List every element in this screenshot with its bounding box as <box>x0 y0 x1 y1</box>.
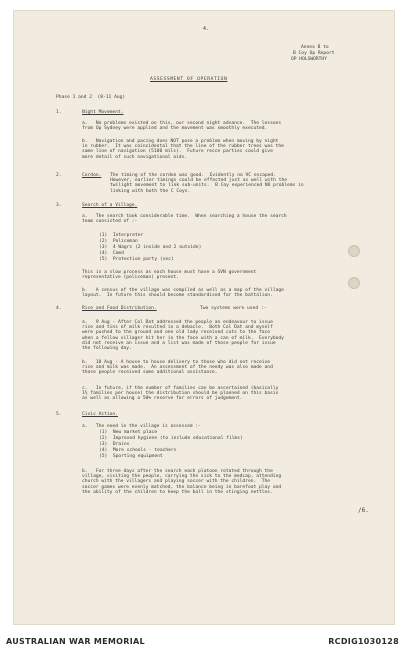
section-number: 4. <box>56 306 62 311</box>
paragraph: Two systems were used :- <box>200 306 267 311</box>
paragraph: a. The need in the village is assessed :- <box>82 424 201 429</box>
footer-record-id: RCDIG1030128 <box>328 637 399 646</box>
section-heading: Civic Action. <box>82 412 118 417</box>
list-item: (5) Sporting equipment <box>99 454 163 459</box>
document-page <box>14 11 394 624</box>
section-heading: Night Movement. <box>82 110 124 115</box>
paragraph: a. 9 Aug - After Col Dat addressed the people an endeavour to issue rice and tins of milk resulted in a debacle. Both Col Dat and myself were pushed to the ground and one old lady received cuts to the face when a fellow villager hit her in the face with a can of milk. Everybody did not receive an issue and a list was made of those people for issue the following day. <box>82 320 284 352</box>
section-heading: Search of a Village. <box>82 203 138 208</box>
page-number: 4. <box>203 26 210 32</box>
section-number: 2. <box>56 173 62 178</box>
list-item: (2) Improved hygiene (to include educational films) <box>99 436 243 441</box>
annex-line: Annex B to <box>301 45 329 50</box>
paragraph: This is a slow process as each house must have a SVN government representative (policeman) present. <box>82 270 257 281</box>
annex-line: B Coy Op Report <box>293 51 335 56</box>
paragraph: b. A census of the village was compiled as well as a map of the village layout. In future this should become standardised for the battalion. <box>82 288 284 299</box>
section-number: 1. <box>56 110 62 115</box>
archive-footer <box>0 628 407 654</box>
paragraph: b. Navigation and pacing does NOT pose a problem when moving by night in rubber. It was coincidental that the line of the rubber trees was the same line of navigation (5100 mils). Future recce parties could give more detail of such navigational aids. <box>82 139 284 160</box>
paragraph: The timing of the cordon was good. Evidently no VC escaped. However, earlier timings could be effected just as well with the twilight movement to link sub-units. B Coy experienced NO problems in linking with both the C Coys. <box>110 173 304 194</box>
paragraph: c. In future, if the number of families can be ascertained (basically 1½ families per house) the distribution should be planned on this basis as well as allowing a 50% reserve for errors of judgement. <box>82 386 279 402</box>
list-item: (5) Protection party (sec) <box>99 257 174 262</box>
phase-line: Phase 1 and 2 (8-11 Aug) <box>56 95 126 100</box>
section-number: 5. <box>56 412 62 417</box>
section-heading: Rice and Food Distribution. <box>82 306 157 311</box>
footer-archive-name: AUSTRALIAN WAR MEMORIAL <box>6 637 145 646</box>
list-item: (4) Comd <box>99 251 124 256</box>
list-item: (3) 4 Wagrs (2 inside and 2 outside) <box>99 245 202 250</box>
list-item: (2) Policeman <box>99 239 138 244</box>
list-item: (3) Drains <box>99 442 130 447</box>
paragraph: a. The search took considerable time. When searching a house the search team consisted of :- <box>82 214 287 225</box>
paragraph: b. For three days after the search each platoon rotated through the village, visiting the people, carrying the sick to the medcap, attending church with the villagers and playing soccer with the children. The soccer games were evenly matched, the balance being in barefoot play and the ability of the children to keep the ball in the stinging nettles. <box>82 469 282 495</box>
section-heading: Cordon. <box>82 173 102 178</box>
section-number: 3. <box>56 203 62 208</box>
punch-hole <box>348 277 360 289</box>
list-item: (4) More schools - teachers <box>99 448 177 453</box>
document-title: ASSESSMENT OF OPERATION <box>150 77 228 82</box>
punch-hole <box>348 245 360 257</box>
list-item: (1) New market place <box>99 430 158 435</box>
annex-line: OP HOLSWORTHY <box>291 57 327 62</box>
paragraph: a. No problems existed on this, our second night advance. The lessons from Op Sydney were applied and the movement was smoothly executed. <box>82 121 282 132</box>
continuation-mark: /6. <box>358 507 369 514</box>
paragraph: b. 10 Aug - A house to house delivery to those who did not receive rice and milk was made. An assessment of the needy was also made and those people received some additional assistance. <box>82 360 273 376</box>
list-item: (1) Interpreter <box>99 233 144 238</box>
